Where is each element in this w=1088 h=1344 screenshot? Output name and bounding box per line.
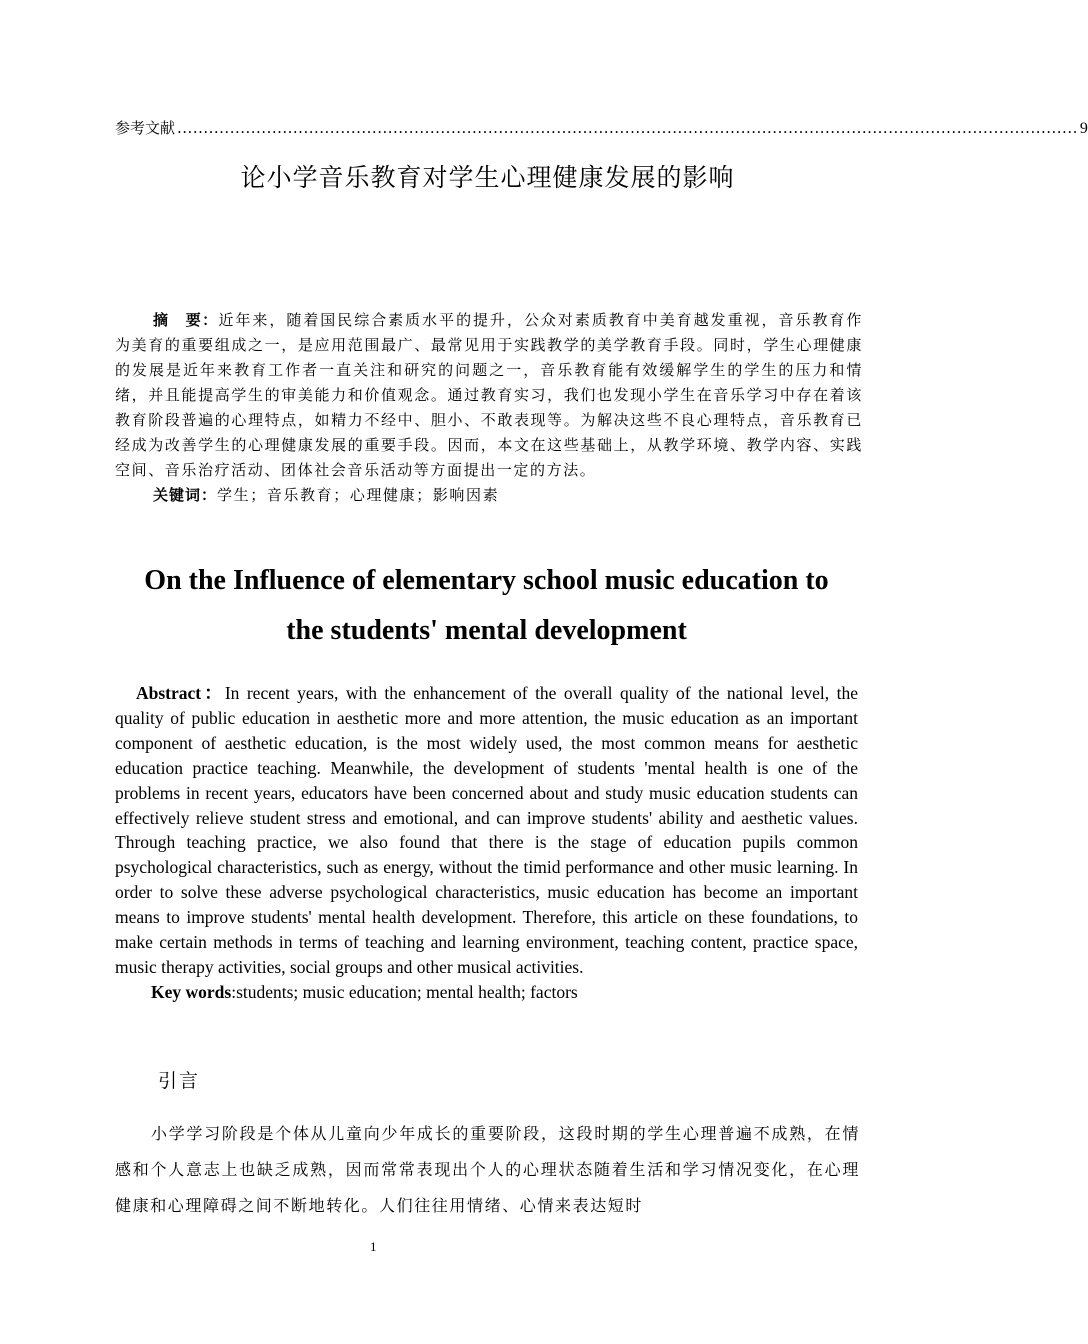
page-number: 1 — [370, 1239, 377, 1254]
chinese-abstract-text: 近年来，随着国民综合素质水平的提升，公众对素质教育中美育越发重视，音乐教育作为美育的重要组成之一，是应用范围最广、最常见用于实践教学的美学教育手段。同时，学生心理健康的发展是近年来教育工作者一直关注和研究的问题之一，音乐教育能有效缓解学生的学生的压力和情绪，并且能提高学生的审美能力和价值观念。通过教育实习，我们也发现小学生在音乐学习中存在着该教育阶段普遍的心理特点，如精力不经中、胆小、不敢表现等。为解决这些不良心理特点，音乐教育已经成为改善学生的心理健康发展的重要手段。因而，本文在这些基础上，从教学环境、教学内容、实践空间、音乐治疗活动、团体社会音乐活动等方面提出一定的方法。 — [115, 311, 863, 479]
introduction-paragraph: 小学学习阶段是个体从儿童向少年成长的重要阶段，这段时期的学生心理普遍不成熟，在情感和个人意志上也缺乏成熟，因而常常表现出个人的心理状态随着生活和学习情况变化，在心理健康和心理障碍之间不断地转化。人们往往用情绪、心情来表达短时 — [115, 1124, 860, 1215]
chinese-abstract — [115, 308, 863, 508]
chinese-keywords-label: 关键词： — [153, 486, 218, 504]
english-abstract — [115, 681, 858, 1005]
english-abstract-paragraph — [115, 681, 858, 980]
chinese-keywords-text: 学生；音乐教育；心理健康；影响因素 — [217, 486, 500, 504]
chinese-keywords — [115, 483, 863, 508]
introduction-heading: 引言 — [158, 1070, 201, 1092]
introduction-body — [115, 1116, 860, 1224]
english-title-line-2: the students' mental development — [286, 615, 687, 646]
english-keywords-text: :students; music education; mental health; factors — [231, 981, 578, 1002]
toc-entry-references[interactable] — [115, 117, 1088, 139]
english-keywords-label: Key words — [151, 981, 232, 1002]
english-title — [115, 556, 858, 656]
english-abstract-text: In recent years, with the enhancement of the overall quality of the national level, the quality of public education in aesthetic more and more attention, the music education as an important component of aesthetic education, is the most widely used, the most common means for aesthetic education practice teaching. Meanwhile, the development of students 'mental health is one of the problems in recent years, educators have been concerned about and study music education students can effectively relieve student stress and emotional, and can improve students' ability and aesthetic values. Through teaching practice, we also found that there is the stage of education pupils common psychological characteristics, such as energy, without the timid performance and other music learning. In order to solve these adverse psychological characteristics, music education has become an important means to improve students' mental health development. Therefore, this article on these foundations, to make certain methods in terms of teaching and learning environment, teaching content, practice space, music therapy activities, social groups and other musical activities. — [115, 683, 858, 977]
english-keywords — [115, 980, 858, 1005]
chinese-abstract-paragraph — [115, 308, 863, 483]
toc-label: 参考文献 — [115, 119, 176, 137]
toc-leader-dots: ........................................................................................................................................................................... — [177, 119, 1078, 137]
toc-page-number: 9 — [1079, 120, 1088, 137]
chinese-title: 论小学音乐教育对学生心理健康发展的影响 — [240, 163, 735, 192]
chinese-abstract-label: 摘 要： — [153, 311, 219, 329]
english-title-line-1: On the Influence of elementary school music education to — [144, 565, 829, 596]
english-abstract-label: Abstract： — [136, 683, 225, 703]
